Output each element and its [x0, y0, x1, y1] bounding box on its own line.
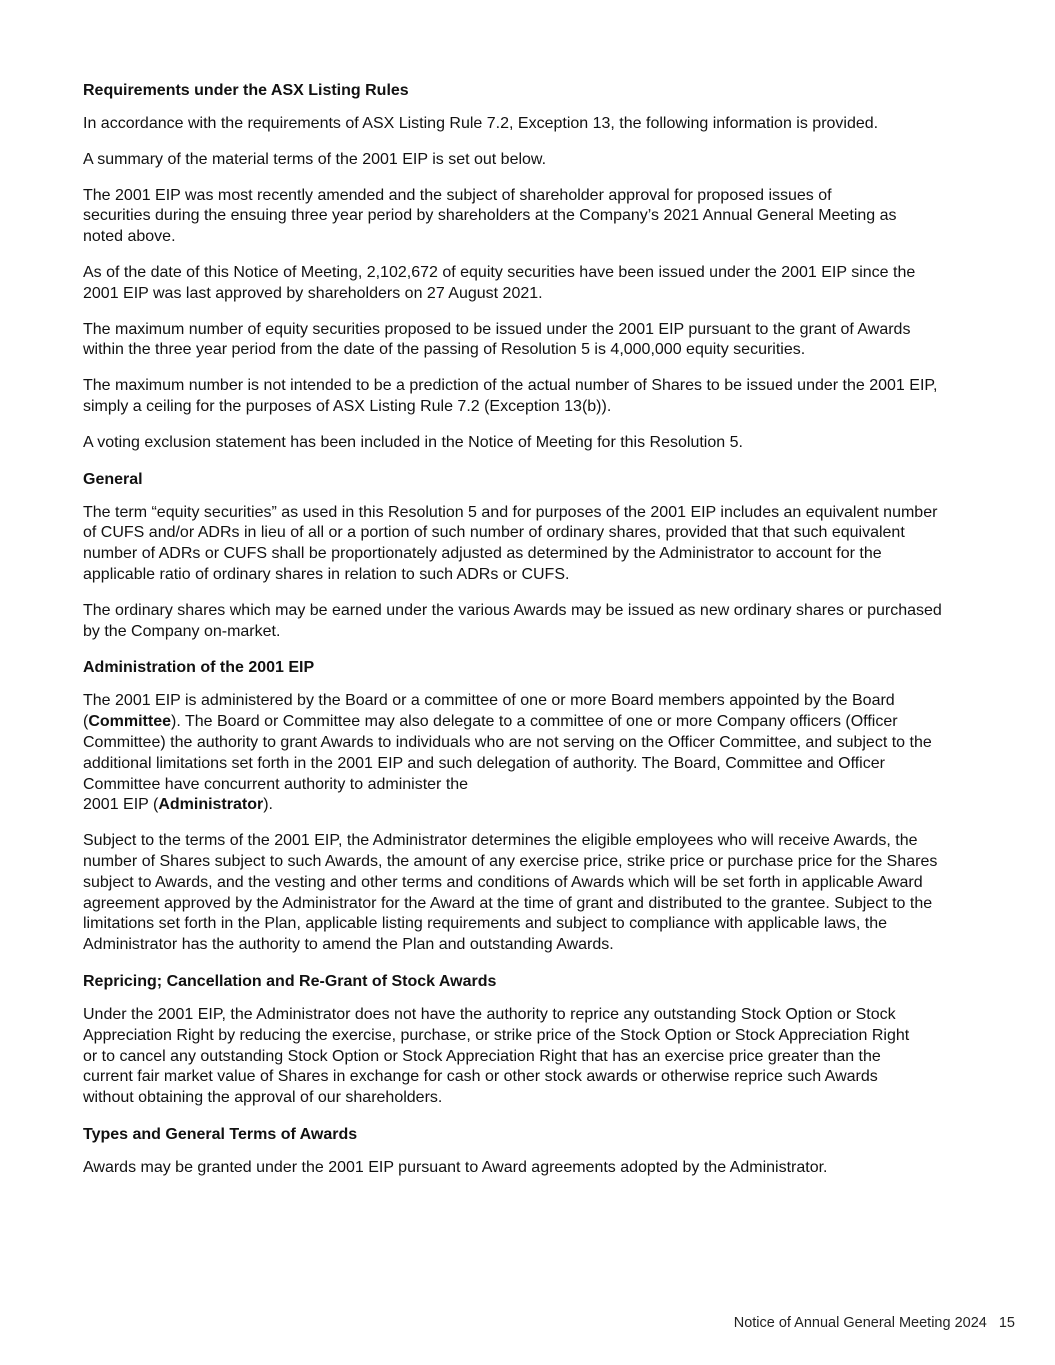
heading-administration: Administration of the 2001 EIP — [83, 659, 315, 677]
text-run: 2001 EIP ( — [83, 796, 159, 814]
paragraph-administration — [83, 691, 953, 816]
paragraph: A summary of the material terms of the 2001 EIP is set out below. — [83, 150, 547, 168]
page-number: 15 — [998, 1315, 1015, 1331]
document-body — [83, 80, 953, 1194]
paragraph: The ordinary shares which may be earned under the various Awards may be issued as new ordinary shares or purchased by the Company on-market. — [83, 601, 942, 640]
paragraph: Awards may be granted under the 2001 EIP pursuant to Award agreements adopted by the Administrator. — [83, 1158, 828, 1176]
paragraph: The 2001 EIP was most recently amended and the subject of shareholder approval for proposed issues of securities during the ensuing three year period by shareholders at the Company’s 2021 Annual General Meeting as noted above. — [83, 186, 897, 246]
defined-term-administrator: Administrator — [158, 796, 264, 814]
paragraph: The term “equity securities” as used in this Resolution 5 and for purposes of the 2001 EIP includes an equivalent number of CUFS and/or ADRs in lieu of all or a portion of such number of ordinary shares, provided that that such equivalent number of ADRs or CUFS shall be proportionately adjusted as determined by the Administrator to account for the applicable ratio of ordinary shares in relation to such ADRs or CUFS. — [83, 503, 938, 583]
heading-general: General — [83, 470, 143, 488]
heading-types-of-awards: Types and General Terms of Awards — [83, 1125, 358, 1143]
paragraph: Subject to the terms of the 2001 EIP, the Administrator determines the eligible employees who will receive Awards, the number of Shares subject to such Awards, the amount of any exercise price, strike price or purchase price for the Shares subject to Awards, and the vesting and other terms and conditions of Awards which will be set forth in applicable Award agreement approved by the Administrator for the Award at the time of grant and distributed to the grantee. Subject to the limitations set forth in the Plan, applicable listing requirements and subject to compliance with applicable laws, the Administrator has the authority to amend the Plan and outstanding Awards. — [83, 832, 938, 954]
defined-term-committee: Committee — [88, 713, 172, 731]
text-run: ). — [263, 796, 273, 814]
text-run: ). The Board or Committee may also delegate to a committee of one or more Company officers (Officer Committee) the authority to grant Awards to individuals who are not serving on the Officer Committee, and subject to the additional limitations set forth in the 2001 EIP and such delegation of authority. The Board, Committee and Officer Committee have concurrent authority to administer the — [83, 713, 932, 793]
paragraph: A voting exclusion statement has been included in the Notice of Meeting for this Resolution 5. — [83, 433, 743, 451]
paragraph: Under the 2001 EIP, the Administrator does not have the authority to reprice any outstanding Stock Option or Stock Appreciation Right by reducing the exercise, purchase, or strike price of the Stock Option or Stock Appreciation Right or to cancel any outstanding Stock Option or Stock Appreciation Right that has an exercise price greater than the current fair market value of Shares in exchange for cash or other stock awards or otherwise reprice such Awards without obtaining the approval of our shareholders. — [83, 1005, 910, 1107]
paragraph: In accordance with the requirements of ASX Listing Rule 7.2, Exception 13, the following information is provided. — [83, 115, 879, 132]
page-footer — [734, 1314, 1015, 1332]
paragraph: As of the date of this Notice of Meeting, 2,102,672 of equity securities have been issued under the 2001 EIP since the 2001 EIP was last approved by shareholders on 27 August 2021. — [83, 263, 916, 302]
paragraph: The maximum number is not intended to be a prediction of the actual number of Shares to be issued under the 2001 EIP, simply a ceiling for the purposes of ASX Listing Rule 7.2 (Exception 13(b)). — [83, 377, 938, 415]
heading-repricing: Repricing; Cancellation and Re-Grant of Stock Awards — [83, 972, 497, 990]
heading-asx-requirements: Requirements under the ASX Listing Rules — [83, 82, 409, 99]
text-run: The 2001 EIP is administered by the Board or a committee of one or more Board members appointed by the Board ( — [83, 692, 895, 731]
footer-title: Notice of Annual General Meeting 2024 — [733, 1315, 987, 1331]
paragraph: The maximum number of equity securities proposed to be issued under the 2001 EIP pursuant to the grant of Awards within the three year period from the date of the passing of Resolution 5 is 4,000,000 equity securities. — [83, 320, 911, 359]
